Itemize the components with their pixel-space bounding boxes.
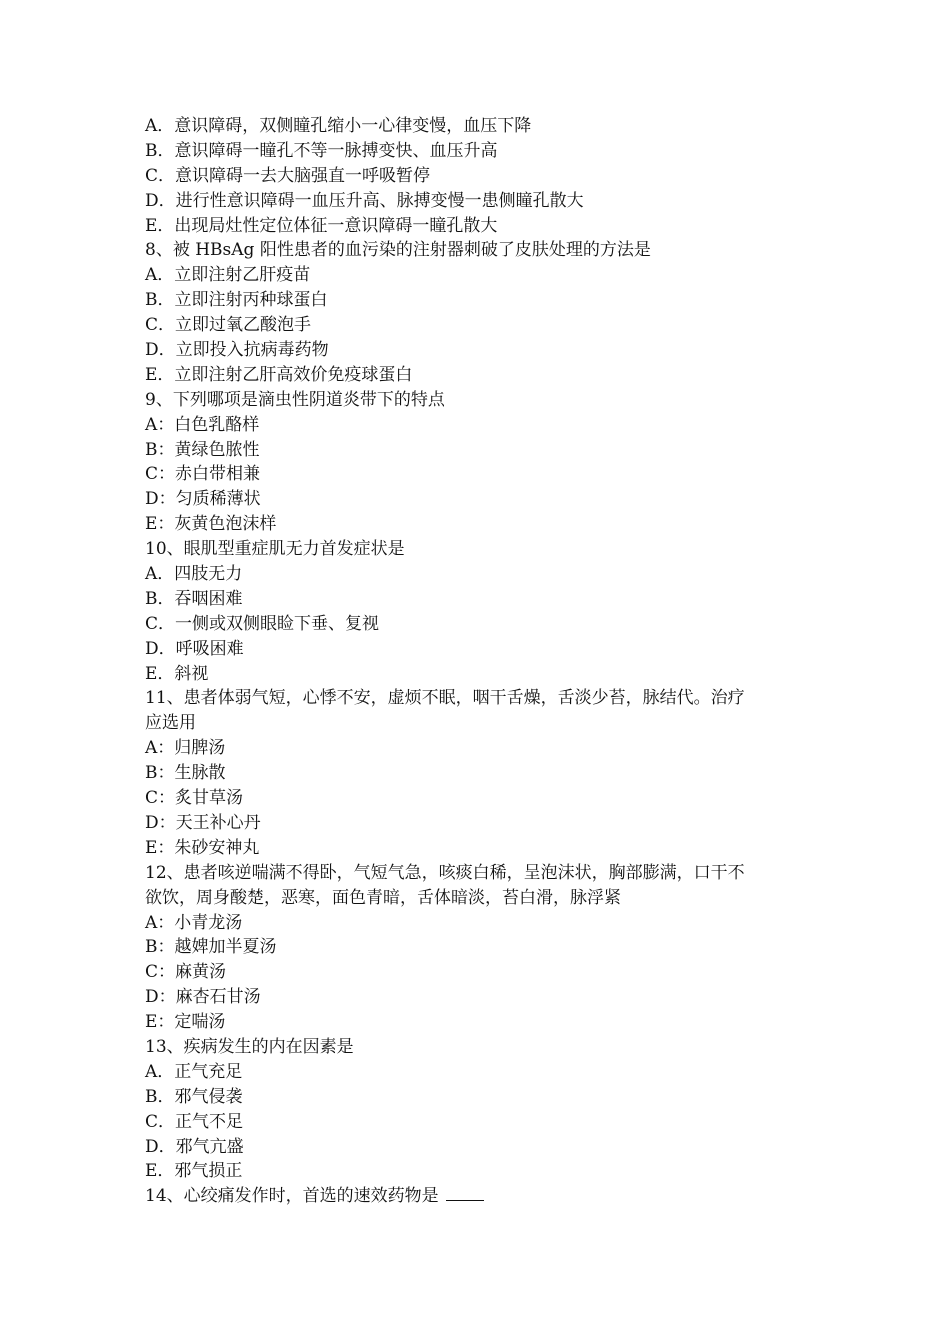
question-text xyxy=(145,388,810,413)
line-text: C．一侧或双侧眼睑下垂、复视 xyxy=(145,613,380,634)
line-text: 欲饮，周身酸楚，恶寒，面色青暗，舌体暗淡，苔白滑，脉浮紧 xyxy=(145,887,621,908)
answer-option xyxy=(145,512,810,537)
answer-option xyxy=(145,214,810,239)
question-text xyxy=(145,1184,810,1209)
line-text: A：归脾汤 xyxy=(145,738,226,759)
answer-option xyxy=(145,1085,810,1110)
line-text: 11、患者体弱气短，心悸不安，虚烦不眠，咽干舌燥，舌淡少苔，脉结代。治疗 xyxy=(145,688,745,709)
question-text xyxy=(145,1035,810,1060)
answer-option xyxy=(145,487,810,512)
line-text: D．呼吸困难 xyxy=(145,638,244,659)
answer-option xyxy=(145,761,810,786)
line-text: D：麻杏石甘汤 xyxy=(145,987,261,1008)
answer-option xyxy=(145,562,810,587)
answer-option xyxy=(145,637,810,662)
answer-option xyxy=(145,662,810,687)
line-text: A．正气充足 xyxy=(145,1061,243,1082)
line-text: E．斜视 xyxy=(145,663,209,684)
document-page xyxy=(145,114,810,1209)
answer-option xyxy=(145,1135,810,1160)
answer-option xyxy=(145,313,810,338)
answer-option xyxy=(145,786,810,811)
line-text: A：白色乳酪样 xyxy=(145,414,260,435)
line-text: B：生脉散 xyxy=(145,763,226,784)
answer-option xyxy=(145,114,810,139)
question-text xyxy=(145,861,810,886)
line-text: 9、下列哪项是滴虫性阴道炎带下的特点 xyxy=(145,389,445,410)
line-text: E．出现局灶性定位体征一意识障碍一瞳孔散大 xyxy=(145,215,498,236)
line-text: 8、被 HBsAg 阳性患者的血污染的注射器刺破了皮肤处理的方法是 xyxy=(145,240,651,261)
answer-option xyxy=(145,1110,810,1135)
answer-option xyxy=(145,960,810,985)
line-text: B．意识障碍一瞳孔不等一脉搏变快、血压升高 xyxy=(145,140,498,161)
line-text: 应选用 xyxy=(145,713,196,734)
answer-option xyxy=(145,263,810,288)
line-text: 13、疾病发生的内在因素是 xyxy=(145,1036,354,1057)
answer-option xyxy=(145,811,810,836)
line-text: B：黄绿色脓性 xyxy=(145,439,260,460)
answer-option xyxy=(145,1159,810,1184)
line-text: E：定喘汤 xyxy=(145,1012,226,1033)
line-text: 12、患者咳逆喘满不得卧，气短气急，咳痰白稀，呈泡沫状，胸部膨满，口干不 xyxy=(145,862,745,883)
answer-option xyxy=(145,1060,810,1085)
answer-option xyxy=(145,288,810,313)
answer-blank xyxy=(446,1184,484,1201)
line-text: D：天王补心丹 xyxy=(145,812,261,833)
line-text: C．意识障碍一去大脑强直一呼吸暂停 xyxy=(145,165,431,186)
line-text: C：赤白带相兼 xyxy=(145,464,261,485)
answer-option xyxy=(145,612,810,637)
line-text: B：越婢加半夏汤 xyxy=(145,937,277,958)
answer-option xyxy=(145,413,810,438)
line-text: B．吞咽困难 xyxy=(145,588,243,609)
answer-option xyxy=(145,462,810,487)
line-text: 14、心绞痛发作时，首选的速效药物是 xyxy=(145,1186,445,1207)
question-text xyxy=(145,537,810,562)
answer-option xyxy=(145,338,810,363)
line-text: C．立即过氧乙酸泡手 xyxy=(145,315,312,336)
line-text: C：麻黄汤 xyxy=(145,962,227,983)
line-text: E：灰黄色泡沫样 xyxy=(145,514,277,535)
answer-option xyxy=(145,736,810,761)
line-text: 10、眼肌型重症肌无力首发症状是 xyxy=(145,539,405,560)
answer-option xyxy=(145,438,810,463)
line-text: E．邪气损正 xyxy=(145,1161,243,1182)
answer-option xyxy=(145,587,810,612)
line-text: A．立即注射乙肝疫苗 xyxy=(145,265,311,286)
answer-option xyxy=(145,189,810,214)
answer-option xyxy=(145,139,810,164)
line-text: B．邪气侵袭 xyxy=(145,1086,243,1107)
answer-option xyxy=(145,985,810,1010)
line-text: A：小青龙汤 xyxy=(145,912,243,933)
line-text: C：炙甘草汤 xyxy=(145,788,244,809)
question-text xyxy=(145,238,810,263)
question-text-continued xyxy=(145,886,810,911)
answer-option xyxy=(145,935,810,960)
question-text-continued xyxy=(145,711,810,736)
line-text: C．正气不足 xyxy=(145,1111,244,1132)
answer-option xyxy=(145,363,810,388)
line-text: D：匀质稀薄状 xyxy=(145,489,261,510)
line-text: E．立即注射乙肝高效价免疫球蛋白 xyxy=(145,364,413,385)
answer-option xyxy=(145,836,810,861)
line-text: D．立即投入抗病毒药物 xyxy=(145,340,329,361)
line-text: E：朱砂安神丸 xyxy=(145,837,260,858)
line-text: D．邪气亢盛 xyxy=(145,1136,244,1157)
answer-option xyxy=(145,164,810,189)
answer-option xyxy=(145,1010,810,1035)
line-text: A．意识障碍，双侧瞳孔缩小一心律变慢，血压下降 xyxy=(145,116,532,136)
answer-option xyxy=(145,911,810,936)
question-text xyxy=(145,686,810,711)
line-text: A．四肢无力 xyxy=(145,564,243,585)
line-text: B．立即注射丙种球蛋白 xyxy=(145,290,328,311)
line-text: D．进行性意识障碍一血压升高、脉搏变慢一患侧瞳孔散大 xyxy=(145,190,584,211)
